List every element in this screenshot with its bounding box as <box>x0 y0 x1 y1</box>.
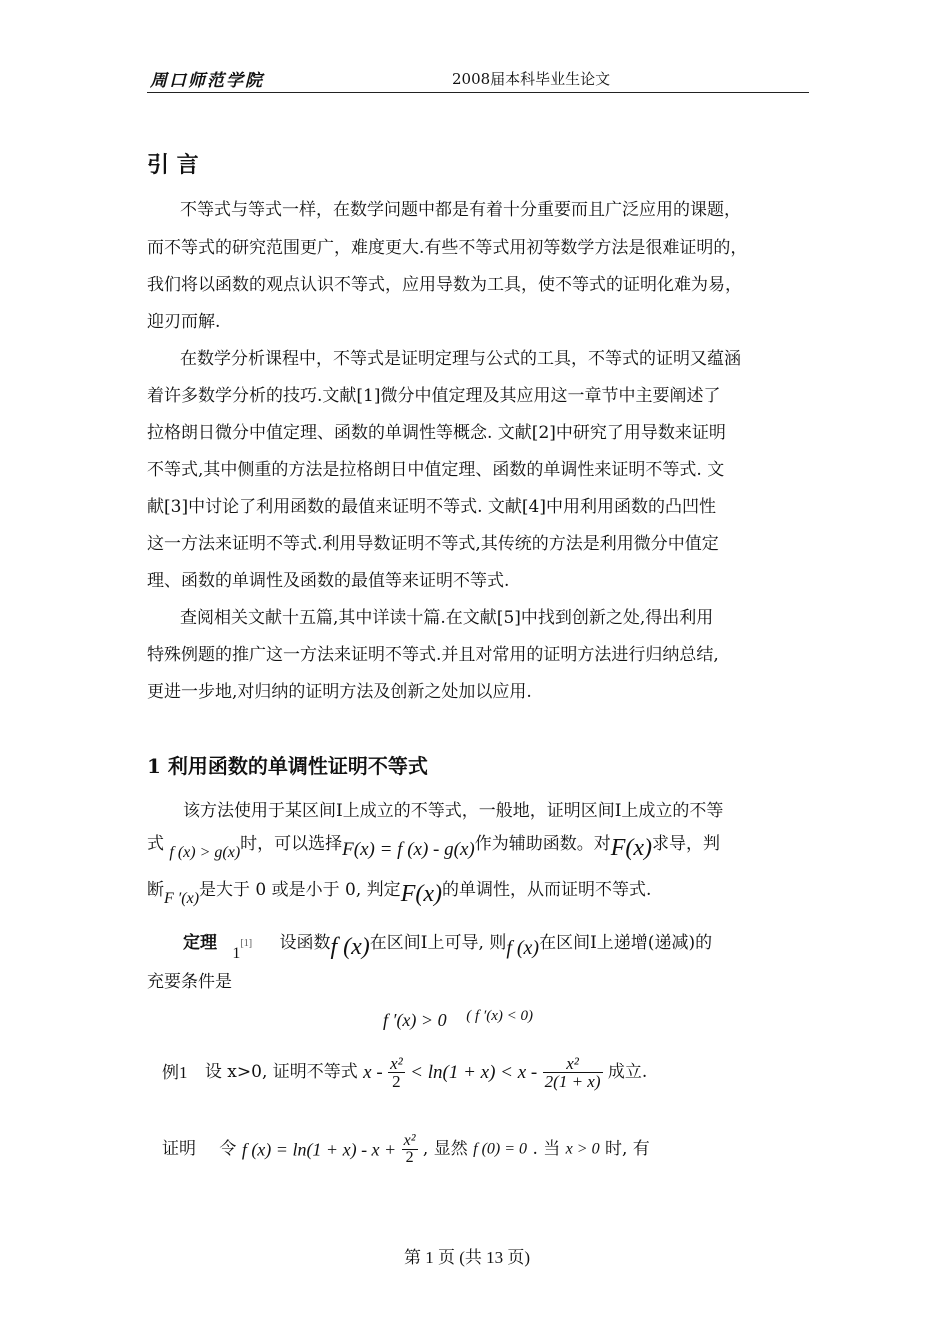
math-inline: F ′(x) <box>164 890 200 907</box>
intro-line: 我们将以函数的观点认识不等式，应用导数为工具，使不等式的证明化难为易， <box>147 275 742 295</box>
theorem-label: 定理 <box>183 933 217 953</box>
math-inline: F(x) = f (x) - g(x) <box>342 839 475 860</box>
section1-line1: 该方法使用于某区间Ⅰ上成立的不等式，一般地，证明区间Ⅰ上成立的不等 <box>183 801 724 821</box>
header-school: 周口师范学院 <box>150 71 264 91</box>
intro-line: 理、函数的单调性及函数的最值等来证明不等式. <box>147 571 510 591</box>
intro-line: 更进一步地,对归纳的证明方法及创新之处加以应用. <box>147 682 532 702</box>
theorem-line1: 定理 1[1] 设函数f (x)在区间Ⅰ上可导, 则f (x)在区间Ⅰ上递增(递减)的 <box>183 933 713 962</box>
math-inline: f (x) > g(x) <box>169 844 241 861</box>
fraction: $\frac{\text{x²}}{2}$ <box>403 1132 416 1166</box>
math-inline: f (x) <box>506 937 540 959</box>
intro-line: 着许多数学分析的技巧.文献[1]微分中值定理及其应用这一章节中主要阐述了 <box>147 386 721 406</box>
header-rule <box>147 92 809 93</box>
section1-line2: 式 f (x) > g(x)时，可以选择F(x) = f (x) - g(x)作为辅助函数。对F(x)求导，判 <box>147 834 721 861</box>
intro-line: 献[3]中讨论了利用函数的最值来证明不等式. 文献[4]中用利用函数的凸凹性 <box>147 497 716 517</box>
intro-line: 而不等式的研究范围更广，难度更大.有些不等式用初等数学方法是很难证明的， <box>147 238 748 258</box>
intro-line: 特殊例题的推广这一方法来证明不等式.并且对常用的证明方法进行归纳总结, <box>147 645 719 665</box>
example-1: 例1 设 x>0, 证明不等式 x - $\frac{\text{x²}}{2}$ < ln(1 + x) < x - $\frac{\text{x²}}{2(1 + x)}$ 成立. <box>162 1054 648 1091</box>
page-number: 第 1 页 (共 13 页) <box>404 1248 531 1267</box>
fraction: $\frac{\text{x²}}{2}$ <box>390 1054 403 1091</box>
intro-line: 不等式,其中侧重的方法是拉格朗日中值定理、函数的单调性来证明不等式. 文 <box>147 460 725 480</box>
header-title: 2008届本科毕业生论文 <box>452 70 611 88</box>
intro-line: 迎刃而解. <box>147 312 221 332</box>
theorem-ref: [1] <box>240 938 253 949</box>
section1-line3: 断F ′(x)是大于 0 或是小于 0, 判定F(x)的单调性，从而证明不等式. <box>147 880 652 907</box>
intro-line: 不等式与等式一样，在数学问题中都是有着十分重要而且广泛应用的课题， <box>180 200 741 220</box>
math-inline: f (x) <box>330 934 370 960</box>
intro-heading: 引 言 <box>147 152 199 178</box>
theorem-line2: 充要条件是 <box>147 972 232 992</box>
proof-line: 证明 令 f (x) = ln(1 + x) - x + $\frac{\text{x²}}{2}$ , 显然 f (0) = 0 . 当 x > 0 时, 有 <box>162 1132 650 1166</box>
math-inline: F(x) <box>400 881 442 907</box>
condition-formula: f ′(x) > 0 $^{( f '(x) < 0)}$ <box>383 1008 534 1030</box>
fraction: $\frac{\text{x²}}{2(1 + x)}$ <box>544 1054 601 1091</box>
intro-line: 在数学分析课程中，不等式是证明定理与公式的工具，不等式的证明又蕴涵 <box>180 349 741 369</box>
proof-label: 证明 <box>162 1139 196 1159</box>
section-heading: 1 利用函数的单调性证明不等式 <box>147 754 428 778</box>
theorem-number: 1 <box>232 945 241 962</box>
intro-line: 这一方法来证明不等式.利用导数证明不等式,其传统的方法是利用微分中值定 <box>147 534 719 554</box>
example-label: 例1 <box>162 1063 188 1082</box>
intro-line: 拉格朗日微分中值定理、函数的单调性等概念. 文献[2]中研究了用导数来证明 <box>147 423 726 443</box>
math-inline: F(x) <box>610 835 653 861</box>
intro-line: 查阅相关文献十五篇,其中详读十篇.在文献[5]中找到创新之处,得出利用 <box>180 608 714 628</box>
